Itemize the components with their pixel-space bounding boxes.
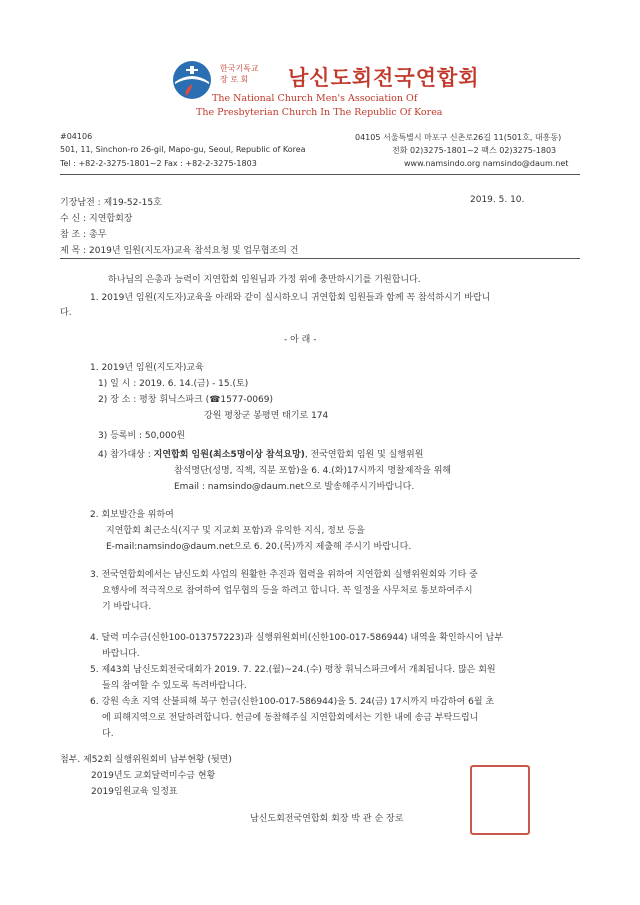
item6-line1: 6. 강원 속초 지역 산불피해 복구 헌금(신한100-017-586944)을 5. 24(금) 17시까지 마감하여 6월 초: [90, 697, 495, 707]
official-seal-stamp: [470, 765, 530, 835]
greeting: 하나님의 은총과 능력이 지연합회 임원님과 가정 위에 충만하시기를 기원합니다.: [108, 275, 421, 285]
item5-line1: 5. 제43회 남신도회전국대회가 2019. 7. 22.(월)~24.(수) 평창 휘닉스파크에서 개최됩니다. 많은 회원: [90, 665, 496, 675]
item2-title: 2. 회보발간을 위하여: [90, 510, 174, 520]
item1-title: 1. 2019년 임원(지도자)교육: [90, 363, 204, 373]
subject: 제 목 : 2019년 임원(지도자)교육 참석요청 및 업무협조의 건: [60, 246, 299, 256]
item1-target: [98, 447, 423, 460]
item1-place: [98, 392, 273, 405]
item1-target-bold: 지연합회 임원(최소5명이상 참석요망): [153, 450, 305, 460]
item3-line3: 기 바랍니다.: [102, 602, 152, 612]
item1-target-line3: Email : namsindo@daum.net으로 발송해주시기바랍니다.: [174, 482, 415, 492]
item1-place-prefix: 2) 장 소 : 평창 휘닉스파크 (: [98, 395, 210, 405]
phone-icon: ☎: [209, 395, 221, 405]
address-street-en: 501, 11, Sinchon-ro 26-gil, Mapo-gu, Seoul, Republic of Korea: [60, 145, 306, 154]
address-tel-fax-en: Tel : +82-2-3275-1801~2 Fax : +82-2-3275-1803: [60, 159, 257, 168]
document-date: 2019. 5. 10.: [470, 195, 525, 205]
org-name-english-line2: The Presbyterian Church In The Republic Of Korea: [196, 107, 443, 118]
org-name-korean: 남신도회전국연합회: [288, 65, 480, 90]
section-title: - 아 래 -: [284, 335, 317, 345]
item1-place-phone: 1577-0069): [220, 395, 273, 405]
item3-line2: 요행사에 적극적으로 참여하여 업무협의 등을 하려고 합니다. 꼭 일정을 사무처로 통보하여주시: [102, 586, 473, 596]
organization-logo-icon: [172, 60, 212, 100]
subject-divider: [60, 258, 580, 259]
item1-place-address: 강원 평창군 봉평면 태기로 174: [204, 411, 329, 421]
item3-line1: 3. 전국연합회에서는 남신도회 사업의 원활한 추진과 협력을 위하여 지연합회 실행위원회와 기타 중: [90, 570, 478, 580]
item1-target-line2: 참석명단(성명, 직책, 직분 포함)을 6. 4.(화)17시까지 명찰제작을 위해: [174, 466, 452, 476]
para1-line1: 1. 2019년 임원(지도자)교육을 아래와 같이 실시하오니 귀연합회 임원들과 함께 꼭 참석하시기 바랍니: [90, 293, 491, 303]
item5-line2: 들의 참여할 수 있도록 독려바랍니다.: [102, 681, 247, 691]
reference: 참 조 : 총무: [60, 230, 107, 240]
item6-line2: 에 피해지역으로 전달하려합니다. 헌금에 동참해주실 지연합회에서는 기한 내에 송금 부탁드립니: [102, 713, 479, 723]
attachment-line1: 첨부. 제52회 실행위원회비 납부현황 (뒷면): [60, 755, 232, 765]
org-small-line2: 장 로 회: [220, 75, 249, 84]
item4-line2: 바랍니다.: [102, 649, 140, 659]
address-street-ko: 04105 서울특별시 마포구 신촌로26길 11(501호, 대흥동): [355, 133, 562, 142]
address-tel-fax-ko: 전화 02)3275-1801~2 팩스 02)3275-1803: [392, 146, 557, 155]
item1-target-suffix: , 전국연합회 임원 및 실행위원: [304, 450, 424, 460]
item6-line3: 다.: [102, 729, 114, 739]
item2-line2: E-mail:namsindo@daum.net으로 6. 20.(목)까지 제출해 주시기 바랍니다.: [106, 542, 412, 552]
attachment-line2: 2019년도 교회달력미수금 현황: [91, 771, 216, 781]
item2-line1: 지연합회 최근소식(지구 및 지교회 포함)과 유익한 지식, 정보 등을: [106, 526, 365, 536]
item1-target-prefix: 4) 참가대상 :: [98, 450, 154, 460]
address-web-email: www.namsindo.org namsindo@daum.net: [404, 159, 569, 168]
signature: 남신도회전국연합회 회장 박 관 순 장로: [250, 814, 404, 824]
item1-fee: 3) 등록비 : 50,000원: [98, 431, 186, 441]
item4-line1: 4. 달력 미수금(신한100-013757223)과 실행위원회비(신한100-017-586944) 내역을 확인하시어 납부: [90, 633, 504, 643]
item1-date: 1) 일 시 : 2019. 6. 14.(금) - 15.(토): [98, 379, 249, 389]
attachment-line3: 2019임원교육 일정표: [91, 787, 178, 797]
address-postcode: #04106: [60, 132, 93, 141]
org-name-english-line1: The National Church Men's Association Of: [212, 93, 418, 104]
org-small-line1: 한국기독교: [220, 64, 259, 73]
header-divider: [60, 174, 580, 175]
org-small-label: [220, 63, 259, 85]
para1-line2: 다.: [60, 308, 72, 318]
document-number: 기장남전 : 제19-52-15호: [60, 198, 162, 208]
recipient: 수 신 : 지연합회장: [60, 214, 133, 224]
